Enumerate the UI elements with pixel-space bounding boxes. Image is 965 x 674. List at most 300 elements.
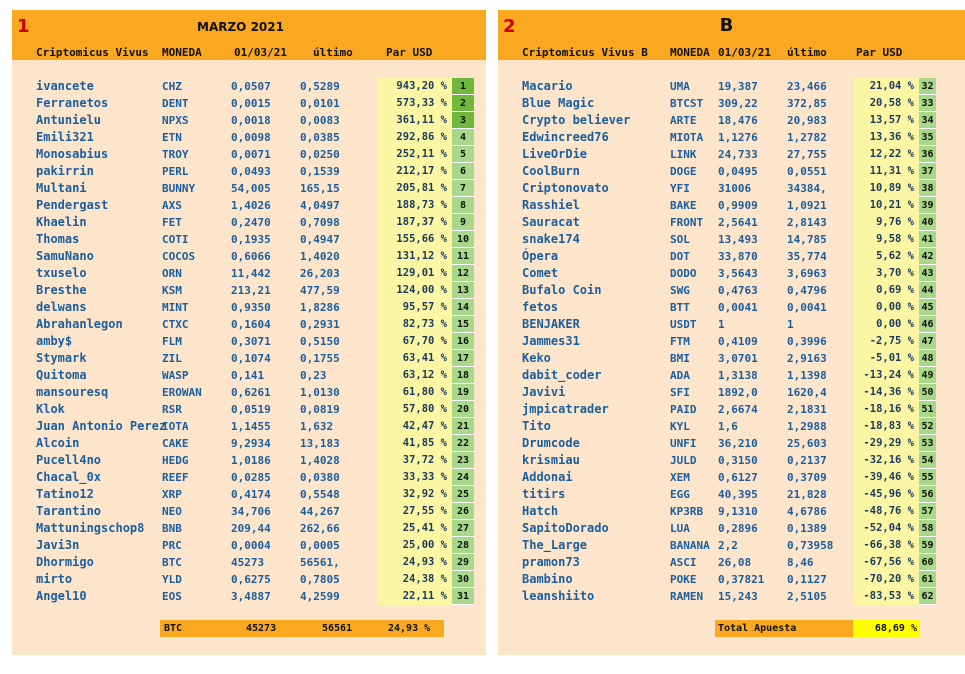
rank-badge: 24 — [452, 469, 474, 486]
start-price: 1,6 — [718, 420, 738, 433]
player-name: Quitoma — [36, 368, 87, 382]
last-price: 0,1755 — [300, 352, 340, 365]
rank-badge: 20 — [452, 401, 474, 418]
coin-symbol: AXS — [162, 199, 182, 212]
rank-badge: 40 — [919, 214, 936, 231]
pct-change: 10,21 % — [853, 197, 919, 214]
coin-symbol: BANANA — [670, 539, 710, 552]
last-price: 1,632 — [300, 420, 334, 433]
player-name: Monosabius — [36, 147, 109, 161]
footer-value-2: 56561 — [322, 623, 353, 634]
last-price: 1,2782 — [787, 131, 827, 144]
col-header-coin: MONEDA — [162, 46, 202, 59]
coin-symbol: LUA — [670, 522, 690, 535]
pct-change: 13,36 % — [853, 129, 919, 146]
table-row — [498, 214, 965, 231]
coin-symbol: ZIL — [162, 352, 182, 365]
rank-badge: 13 — [452, 282, 474, 299]
last-price: 0,1539 — [300, 165, 340, 178]
coin-symbol: KP3RB — [670, 505, 704, 518]
coin-symbol: RAMEN — [670, 590, 704, 603]
table-row — [12, 571, 486, 588]
table-row — [498, 418, 965, 435]
table-row — [12, 486, 486, 503]
col-header-name: Criptomicus Vivus B — [522, 46, 648, 59]
player-name: Tatino12 — [36, 487, 94, 501]
coin-symbol: FET — [162, 216, 182, 229]
pct-change: 37,72 % — [377, 452, 452, 469]
table-row — [12, 299, 486, 316]
start-price: 0,2470 — [231, 216, 271, 229]
pct-change: -13,24 % — [853, 367, 919, 384]
table-row — [498, 299, 965, 316]
player-name: amby$ — [36, 334, 73, 348]
table-row — [498, 197, 965, 214]
start-price: 0,4109 — [718, 335, 758, 348]
pct-change: -32,16 % — [853, 452, 919, 469]
last-price: 0,2931 — [300, 318, 340, 331]
rank-badge: 6 — [452, 163, 474, 180]
pct-change: 82,73 % — [377, 316, 452, 333]
player-name: Crypto believer — [522, 113, 631, 127]
pct-change: -70,20 % — [853, 571, 919, 588]
pct-change: 205,81 % — [377, 180, 452, 197]
player-name: Antunielu — [36, 113, 102, 127]
start-price: 209,44 — [231, 522, 271, 535]
last-price: 477,59 — [300, 284, 340, 297]
last-price: 0,0385 — [300, 131, 340, 144]
player-name: jmpicatrader — [522, 402, 609, 416]
rank-badge: 38 — [919, 180, 936, 197]
last-price: 0,1127 — [787, 573, 827, 586]
panel-number: 1 — [17, 16, 30, 37]
player-name: Comet — [522, 266, 559, 280]
pct-change: 63,41 % — [377, 350, 452, 367]
col-header-date: 01/03/21 — [234, 46, 287, 59]
col-header-last: último — [787, 46, 827, 59]
start-price: 0,0519 — [231, 403, 271, 416]
pct-change: -18,83 % — [853, 418, 919, 435]
start-price: 0,0015 — [231, 97, 271, 110]
start-price: 15,243 — [718, 590, 758, 603]
coin-symbol: ORN — [162, 267, 182, 280]
rank-badge: 15 — [452, 316, 474, 333]
player-name: Hatch — [522, 504, 559, 518]
coin-symbol: FLM — [162, 335, 182, 348]
pct-change: 33,33 % — [377, 469, 452, 486]
player-name: pakirrin — [36, 164, 94, 178]
player-name: Javivi — [522, 385, 566, 399]
rank-badge: 34 — [919, 112, 936, 129]
start-price: 3,4887 — [231, 590, 271, 603]
rank-badge: 41 — [919, 231, 936, 248]
table-row — [498, 469, 965, 486]
panel-title: B — [719, 15, 734, 36]
last-price: 0,3709 — [787, 471, 827, 484]
last-price: 0,0250 — [300, 148, 340, 161]
pct-change: 13,57 % — [853, 112, 919, 129]
player-name: Blue Magic — [522, 96, 595, 110]
rank-badge: 45 — [919, 299, 936, 316]
coin-symbol: BMI — [670, 352, 690, 365]
start-price: 0,0018 — [231, 114, 271, 127]
player-name: ivancete — [36, 79, 94, 93]
last-price: 1,4028 — [300, 454, 340, 467]
table-row — [12, 520, 486, 537]
pct-change: 212,17 % — [377, 163, 452, 180]
pct-change: 67,70 % — [377, 333, 452, 350]
last-price: 35,774 — [787, 250, 827, 263]
last-price: 0,3996 — [787, 335, 827, 348]
pct-change: 12,22 % — [853, 146, 919, 163]
table-row — [498, 520, 965, 537]
rank-badge: 62 — [919, 588, 936, 605]
table-row — [498, 452, 965, 469]
last-price: 1,0921 — [787, 199, 827, 212]
last-price: 2,5105 — [787, 590, 827, 603]
start-price: 1 — [718, 318, 725, 331]
col-header-date: 01/03/21 — [718, 46, 771, 59]
coin-symbol: EOS — [162, 590, 182, 603]
last-price: 0,7805 — [300, 573, 340, 586]
start-price: 0,6261 — [231, 386, 271, 399]
coin-symbol: COTI — [162, 233, 189, 246]
table-row — [498, 503, 965, 520]
pct-change: 41,85 % — [377, 435, 452, 452]
pct-change: 361,11 % — [377, 112, 452, 129]
table-row — [498, 265, 965, 282]
coin-symbol: KSM — [162, 284, 182, 297]
last-price: 0,0041 — [787, 301, 827, 314]
last-price: 2,8143 — [787, 216, 827, 229]
start-price: 0,9350 — [231, 301, 271, 314]
table-row — [12, 146, 486, 163]
table-row — [12, 554, 486, 571]
rank-badge: 36 — [919, 146, 936, 163]
rank-badge: 46 — [919, 316, 936, 333]
col-header-coin: MONEDA — [670, 46, 710, 59]
start-price: 45273 — [231, 556, 265, 569]
last-price: 3,6963 — [787, 267, 827, 280]
start-price: 0,6127 — [718, 471, 758, 484]
total-pct: 68,69 % — [853, 620, 920, 637]
rank-badge: 17 — [452, 350, 474, 367]
table-row — [12, 588, 486, 605]
player-name: Pucell4no — [36, 453, 102, 467]
rank-badge: 21 — [452, 418, 474, 435]
player-name: Tarantino — [36, 504, 102, 518]
table-row — [12, 282, 486, 299]
rank-badge: 59 — [919, 537, 936, 554]
table-row — [498, 282, 965, 299]
start-price: 34,706 — [231, 505, 271, 518]
rank-badge: 60 — [919, 554, 936, 571]
coin-symbol: JULD — [670, 454, 697, 467]
player-name: Macario — [522, 79, 573, 93]
last-price: 0,0083 — [300, 114, 340, 127]
pct-change: -52,04 % — [853, 520, 919, 537]
player-name: txuselo — [36, 266, 87, 280]
coin-symbol: PERL — [162, 165, 189, 178]
pct-change: 24,38 % — [377, 571, 452, 588]
start-price: 18,476 — [718, 114, 758, 127]
player-name: Dhormigo — [36, 555, 94, 569]
start-price: 2,6674 — [718, 403, 758, 416]
last-price: 1620,4 — [787, 386, 827, 399]
rank-badge: 44 — [919, 282, 936, 299]
last-price: 1,4020 — [300, 250, 340, 263]
coin-symbol: PAID — [670, 403, 697, 416]
coin-symbol: FRONT — [670, 216, 704, 229]
last-price: 1,0130 — [300, 386, 340, 399]
pct-change: 10,89 % — [853, 180, 919, 197]
table-row — [498, 129, 965, 146]
start-price: 24,733 — [718, 148, 758, 161]
rank-badge: 50 — [919, 384, 936, 401]
last-price: 0,0101 — [300, 97, 340, 110]
rank-badge: 18 — [452, 367, 474, 384]
last-price: 20,983 — [787, 114, 827, 127]
rank-badge: 11 — [452, 248, 474, 265]
player-name: Thomas — [36, 232, 80, 246]
rank-badge: 5 — [452, 146, 474, 163]
rank-badge: 35 — [919, 129, 936, 146]
coin-symbol: PRC — [162, 539, 182, 552]
pct-change: -18,16 % — [853, 401, 919, 418]
coin-symbol: ETN — [162, 131, 182, 144]
pct-change: 573,33 % — [377, 95, 452, 112]
coin-symbol: DOT — [670, 250, 690, 263]
table-row — [498, 95, 965, 112]
player-name: dabit_coder — [522, 368, 602, 382]
start-price: 1,3138 — [718, 369, 758, 382]
player-name: Tito — [522, 419, 551, 433]
start-price: 309,22 — [718, 97, 758, 110]
table-row — [12, 197, 486, 214]
last-price: 0,1389 — [787, 522, 827, 535]
last-price: 1 — [787, 318, 794, 331]
player-name: titirs — [522, 487, 566, 501]
coin-symbol: HEDG — [162, 454, 189, 467]
start-price: 40,395 — [718, 488, 758, 501]
coin-symbol: YFI — [670, 182, 690, 195]
table-row — [498, 435, 965, 452]
coin-symbol: BAKE — [670, 199, 697, 212]
coin-symbol: EROWAN — [162, 386, 202, 399]
coin-symbol: IOTA — [162, 420, 189, 433]
pct-change: 22,11 % — [377, 588, 452, 605]
start-price: 36,210 — [718, 437, 758, 450]
footer-pct: 24,93 % — [388, 623, 431, 634]
table-row — [12, 350, 486, 367]
start-price: 19,387 — [718, 80, 758, 93]
player-name: Klok — [36, 402, 65, 416]
rank-badge: 56 — [919, 486, 936, 503]
coin-symbol: POKE — [670, 573, 697, 586]
pct-change: 24,93 % — [377, 554, 452, 571]
pct-change: 943,20 % — [377, 78, 452, 95]
coin-symbol: XRP — [162, 488, 182, 501]
panel-1-header — [12, 10, 486, 60]
player-name: Rasshiel — [522, 198, 580, 212]
table-row — [498, 401, 965, 418]
rank-badge: 49 — [919, 367, 936, 384]
rank-badge: 12 — [452, 265, 474, 282]
last-price: 21,828 — [787, 488, 827, 501]
coin-symbol: SOL — [670, 233, 690, 246]
coin-symbol: RSR — [162, 403, 182, 416]
last-price: 0,5548 — [300, 488, 340, 501]
start-price: 0,0493 — [231, 165, 271, 178]
coin-symbol: FTM — [670, 335, 690, 348]
last-price: 4,2599 — [300, 590, 340, 603]
start-price: 0,6275 — [231, 573, 271, 586]
player-name: mansouresq — [36, 385, 109, 399]
coin-symbol: ARTE — [670, 114, 697, 127]
last-price: 165,15 — [300, 182, 340, 195]
last-price: 8,46 — [787, 556, 814, 569]
table-row — [12, 180, 486, 197]
last-price: 0,0380 — [300, 471, 340, 484]
table-row — [12, 214, 486, 231]
start-price: 0,9909 — [718, 199, 758, 212]
start-price: 0,0071 — [231, 148, 271, 161]
coin-symbol: DENT — [162, 97, 189, 110]
last-price: 0,4947 — [300, 233, 340, 246]
player-name: Ópera — [522, 249, 559, 263]
rank-badge: 39 — [919, 197, 936, 214]
start-price: 0,4174 — [231, 488, 271, 501]
pct-change: -45,96 % — [853, 486, 919, 503]
footer-bar — [160, 620, 444, 637]
pct-change: -5,01 % — [853, 350, 919, 367]
player-name: fetos — [522, 300, 559, 314]
table-row — [498, 486, 965, 503]
pct-change: -83,53 % — [853, 588, 919, 605]
start-price: 0,3071 — [231, 335, 271, 348]
player-name: Stymark — [36, 351, 87, 365]
table-row — [498, 537, 965, 554]
table-row — [498, 588, 965, 605]
last-price: 0,0005 — [300, 539, 340, 552]
coin-symbol: SFI — [670, 386, 690, 399]
pct-change: 155,66 % — [377, 231, 452, 248]
player-name: pramon73 — [522, 555, 580, 569]
rank-badge: 2 — [452, 95, 474, 112]
start-price: 1,4026 — [231, 199, 271, 212]
rank-badge: 28 — [452, 537, 474, 554]
start-price: 0,0495 — [718, 165, 758, 178]
rank-badge: 19 — [452, 384, 474, 401]
table-row — [12, 112, 486, 129]
player-name: Khaelin — [36, 215, 87, 229]
coin-symbol: ADA — [670, 369, 690, 382]
last-price: 44,267 — [300, 505, 340, 518]
start-price: 0,4763 — [718, 284, 758, 297]
start-price: 0,1604 — [231, 318, 271, 331]
player-name: CoolBurn — [522, 164, 580, 178]
start-price: 11,442 — [231, 267, 271, 280]
player-name: Addonai — [522, 470, 573, 484]
table-row — [12, 469, 486, 486]
rank-badge: 47 — [919, 333, 936, 350]
start-price: 213,21 — [231, 284, 271, 297]
rank-badge: 3 — [452, 112, 474, 129]
rank-badge: 23 — [452, 452, 474, 469]
last-price: 0,73958 — [787, 539, 834, 552]
player-name: Ferranetos — [36, 96, 109, 110]
rank-badge: 22 — [452, 435, 474, 452]
last-price: 4,0497 — [300, 199, 340, 212]
table-row — [12, 316, 486, 333]
player-name: Sauracat — [522, 215, 580, 229]
start-price: 0,141 — [231, 369, 265, 382]
pct-change: 0,69 % — [853, 282, 919, 299]
player-name: delwans — [36, 300, 87, 314]
coin-symbol: DODO — [670, 267, 697, 280]
coin-symbol: CTXC — [162, 318, 189, 331]
start-price: 1,1276 — [718, 131, 758, 144]
start-price: 9,2934 — [231, 437, 271, 450]
last-price: 56561, — [300, 556, 340, 569]
start-price: 0,1935 — [231, 233, 271, 246]
coin-symbol: NEO — [162, 505, 182, 518]
rank-badge: 8 — [452, 197, 474, 214]
player-name: SapitoDorado — [522, 521, 609, 535]
pct-change: -14,36 % — [853, 384, 919, 401]
last-price: 2,9163 — [787, 352, 827, 365]
col-header-last: último — [313, 46, 353, 59]
pct-change: 27,55 % — [377, 503, 452, 520]
coin-symbol: CHZ — [162, 80, 182, 93]
table-row — [12, 418, 486, 435]
pct-change: 25,00 % — [377, 537, 452, 554]
start-price: 54,005 — [231, 182, 271, 195]
table-row — [12, 537, 486, 554]
table-row — [12, 248, 486, 265]
rank-badge: 33 — [919, 95, 936, 112]
pct-change: 32,92 % — [377, 486, 452, 503]
last-price: 2,1831 — [787, 403, 827, 416]
table-row — [498, 333, 965, 350]
player-name: Keko — [522, 351, 551, 365]
player-name: Juan Antonio Perez — [36, 419, 167, 433]
coin-symbol: CAKE — [162, 437, 189, 450]
coin-symbol: USDT — [670, 318, 697, 331]
table-row — [498, 231, 965, 248]
pct-change: -66,38 % — [853, 537, 919, 554]
start-price: 3,0701 — [718, 352, 758, 365]
player-name: Angel10 — [36, 589, 87, 603]
coin-symbol: SWG — [670, 284, 690, 297]
player-name: krismiau — [522, 453, 580, 467]
last-price: 26,203 — [300, 267, 340, 280]
panel-2-header — [498, 10, 965, 60]
table-row — [12, 163, 486, 180]
table-row — [498, 384, 965, 401]
table-row — [12, 452, 486, 469]
col-header-usd: Par USD — [386, 46, 433, 59]
table-row — [498, 163, 965, 180]
last-price: 262,66 — [300, 522, 340, 535]
pct-change: 11,31 % — [853, 163, 919, 180]
player-name: LiveOrDie — [522, 147, 588, 161]
rank-badge: 4 — [452, 129, 474, 146]
player-name: mirto — [36, 572, 73, 586]
coin-symbol: LINK — [670, 148, 697, 161]
last-price: 1,2988 — [787, 420, 827, 433]
rank-badge: 1 — [452, 78, 474, 95]
